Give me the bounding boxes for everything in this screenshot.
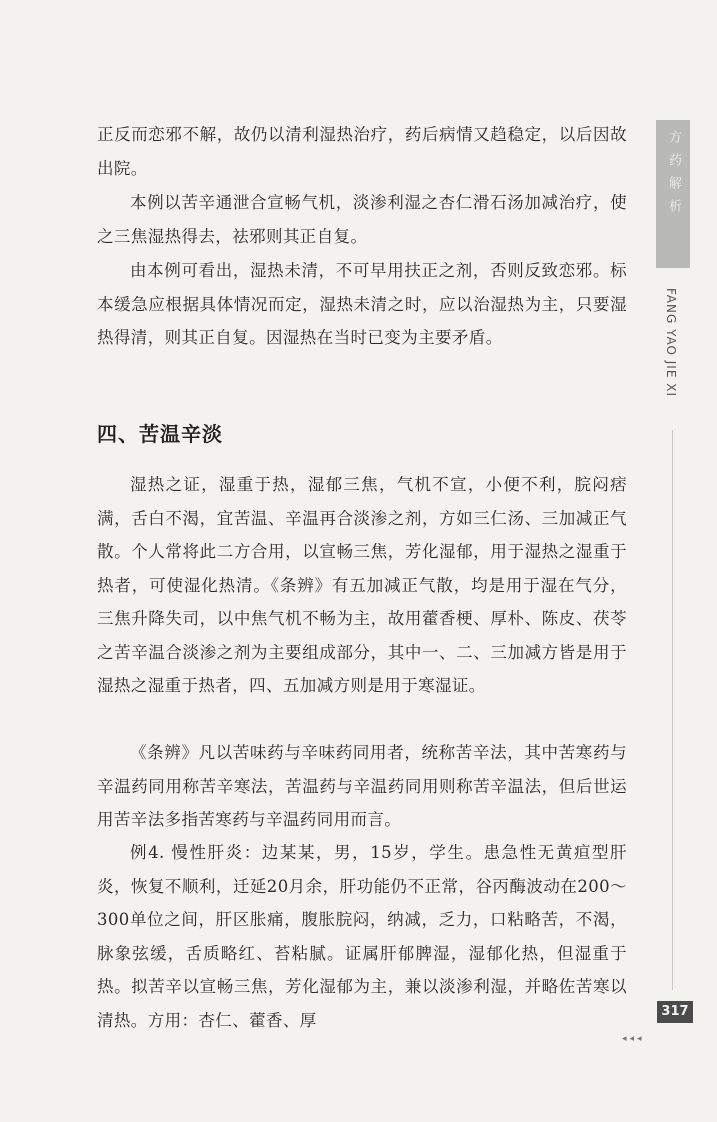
chapter-tab-label: 方药解析 <box>666 130 681 222</box>
paragraph-3: 由本例可看出，湿热未清，不可早用扶正之剂，否则反致恋邪。标本缓急应根据具体情况而定，湿热未清之时，应以治湿热为主，只要湿热得清，则其正自复。因湿热在当时已变为主要矛盾。 <box>97 261 627 347</box>
decorative-arrows: ◂◂◂ <box>622 1034 645 1044</box>
page-number: 317 <box>657 1001 693 1023</box>
section-heading: 四、苦温辛淡 <box>97 422 223 446</box>
paragraph-5: 《条辨》凡以苦味药与辛味药同用者，统称苦辛法，其中苦寒药与辛温药同用称苦辛寒法，苦温药与辛温药同用则称苦辛温法，但后世运用苦辛法多指苦寒药与辛温药同用而言。 <box>97 743 627 829</box>
paragraph-2: 本例以苦辛通泄合宣畅气机，淡渗利湿之杏仁滑石汤加减治疗，使之三焦湿热得去，祛邪则其正自复。 <box>97 193 627 246</box>
margin-divider <box>672 430 673 990</box>
chapter-pinyin-label: FANG YAO JIE XI <box>664 288 678 397</box>
paragraph-4: 湿热之证，湿重于热，湿郁三焦，气机不宣，小便不利，脘闷痞满，舌白不渴，宜苦温、辛温再合淡渗之剂，方如三仁汤、三加减正气散。个人常将此二方合用，以宣畅三焦，芳化湿郁，用于湿热之湿重于热者，可使湿化热清。《条辨》有五加减正气散，均是用于湿在气分，三焦升降失司，以中焦气机不畅为主，故用藿香梗、厚朴、陈皮、茯苓之苦辛温合淡渗之剂为主要组成部分，其中一、二、三加减方皆是用于湿热之湿重于热者，四、五加减方则是用于寒湿证。 <box>97 475 627 695</box>
paragraph-1: 正反而恋邪不解，故仍以清利湿热治疗，药后病情又趋稳定，以后因故出院。 <box>97 125 627 178</box>
chapter-tab <box>656 120 690 268</box>
paragraph-6: 例4. 慢性肝炎：边某某，男，15岁，学生。患急性无黄疸型肝炎，恢复不顺利，迁延20月余，肝功能仍不正常，谷丙酶波动在200～300单位之间，肝区胀痛，腹胀脘闷，纳减，乏力，口粘略苦，不渴，脉象弦缓，舌质略红、苔粘腻。证属肝郁脾湿，湿郁化热，但湿重于热。拟苦辛以宣畅三焦，芳化湿郁为主，兼以淡渗利湿，并略佐苦寒以清热。方用：杏仁、藿香、厚 <box>97 843 627 1030</box>
